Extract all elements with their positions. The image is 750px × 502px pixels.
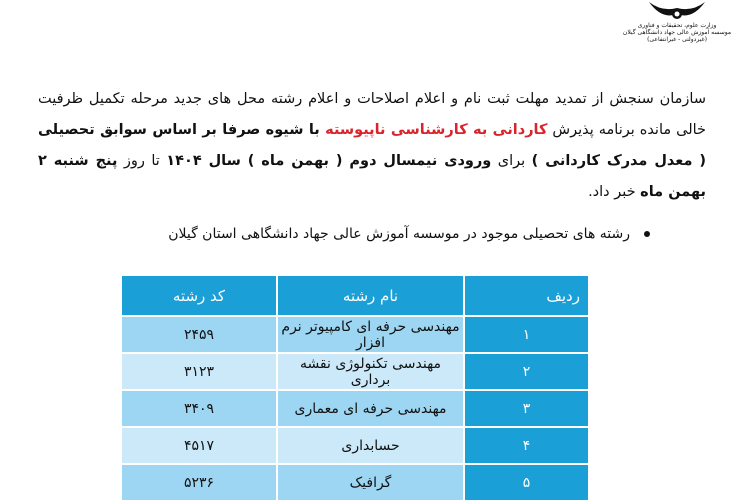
logo-line: موسسه آموزش عالی جهاد دانشگاهی گیلان: [622, 29, 732, 36]
bold-text: با شیوه صرفا بر اساس سوابق تحصیلی ( معدل مدرک کاردانی ): [38, 122, 706, 169]
table-row: [121, 353, 589, 390]
bold-text: پنج شنبه ۲ بهمن ماه: [38, 153, 706, 200]
emblem-icon: [647, 0, 707, 22]
text: تا روز: [117, 153, 167, 169]
field-name: مهندسی تکنولوژی نقشه برداری: [277, 353, 464, 390]
table-row: [121, 390, 589, 427]
field-name: گرافیک: [277, 464, 464, 501]
row-number: ۴: [464, 427, 589, 464]
text: خبر داد.: [588, 184, 641, 200]
field-code: ۳۱۲۳: [121, 353, 277, 390]
bullet-icon: [644, 231, 650, 237]
row-number: ۲: [464, 353, 589, 390]
logo-line: (غیردولتی - غیرانتفاعی): [647, 36, 707, 43]
fields-table: [120, 274, 590, 502]
field-code: ۵۲۳۶: [121, 464, 277, 501]
row-number: ۵: [464, 464, 589, 501]
table-row: [121, 427, 589, 464]
bullet-item: [168, 226, 650, 242]
header-name: نام رشته: [277, 275, 464, 316]
field-code: ۴۵۱۷: [121, 427, 277, 464]
bold-text: ورودی نیمسال دوم ( بهمن ماه ) سال ۱۴۰۴: [166, 153, 492, 169]
field-name: مهندسی حرفه ای معماری: [277, 390, 464, 427]
logo-line: وزارت علوم، تحقیقات و فناوری: [637, 22, 717, 29]
field-name: حسابداری: [277, 427, 464, 464]
highlight-text: کاردانی به کارشناسی ناپیوسته: [325, 122, 548, 138]
bullet-text: رشته های تحصیلی موجود در موسسه آموزش عالی جهاد دانشگاهی استان گیلان: [168, 226, 630, 242]
university-logo: [622, 0, 732, 58]
text: برای: [491, 153, 532, 169]
header-code: کد رشته: [121, 275, 277, 316]
text: سازمان سنجش از تمدید مهلت ثبت نام و اعلام اصلاحات و اعلام رشته محل های جدید مرحله تکمیل ظرفیت خالی مانده برنامه پذیرش: [38, 91, 706, 138]
field-code: ۳۴۰۹: [121, 390, 277, 427]
header-row-number: ردیف: [464, 275, 589, 316]
table-row: [121, 464, 589, 501]
field-code: ۲۴۵۹: [121, 316, 277, 353]
row-number: ۱: [464, 316, 589, 353]
announcement-paragraph: [38, 84, 706, 208]
row-number: ۳: [464, 390, 589, 427]
table-header: [121, 275, 589, 316]
field-name: مهندسی حرفه ای کامپیوتر نرم افزار: [277, 316, 464, 353]
table-row: [121, 316, 589, 353]
